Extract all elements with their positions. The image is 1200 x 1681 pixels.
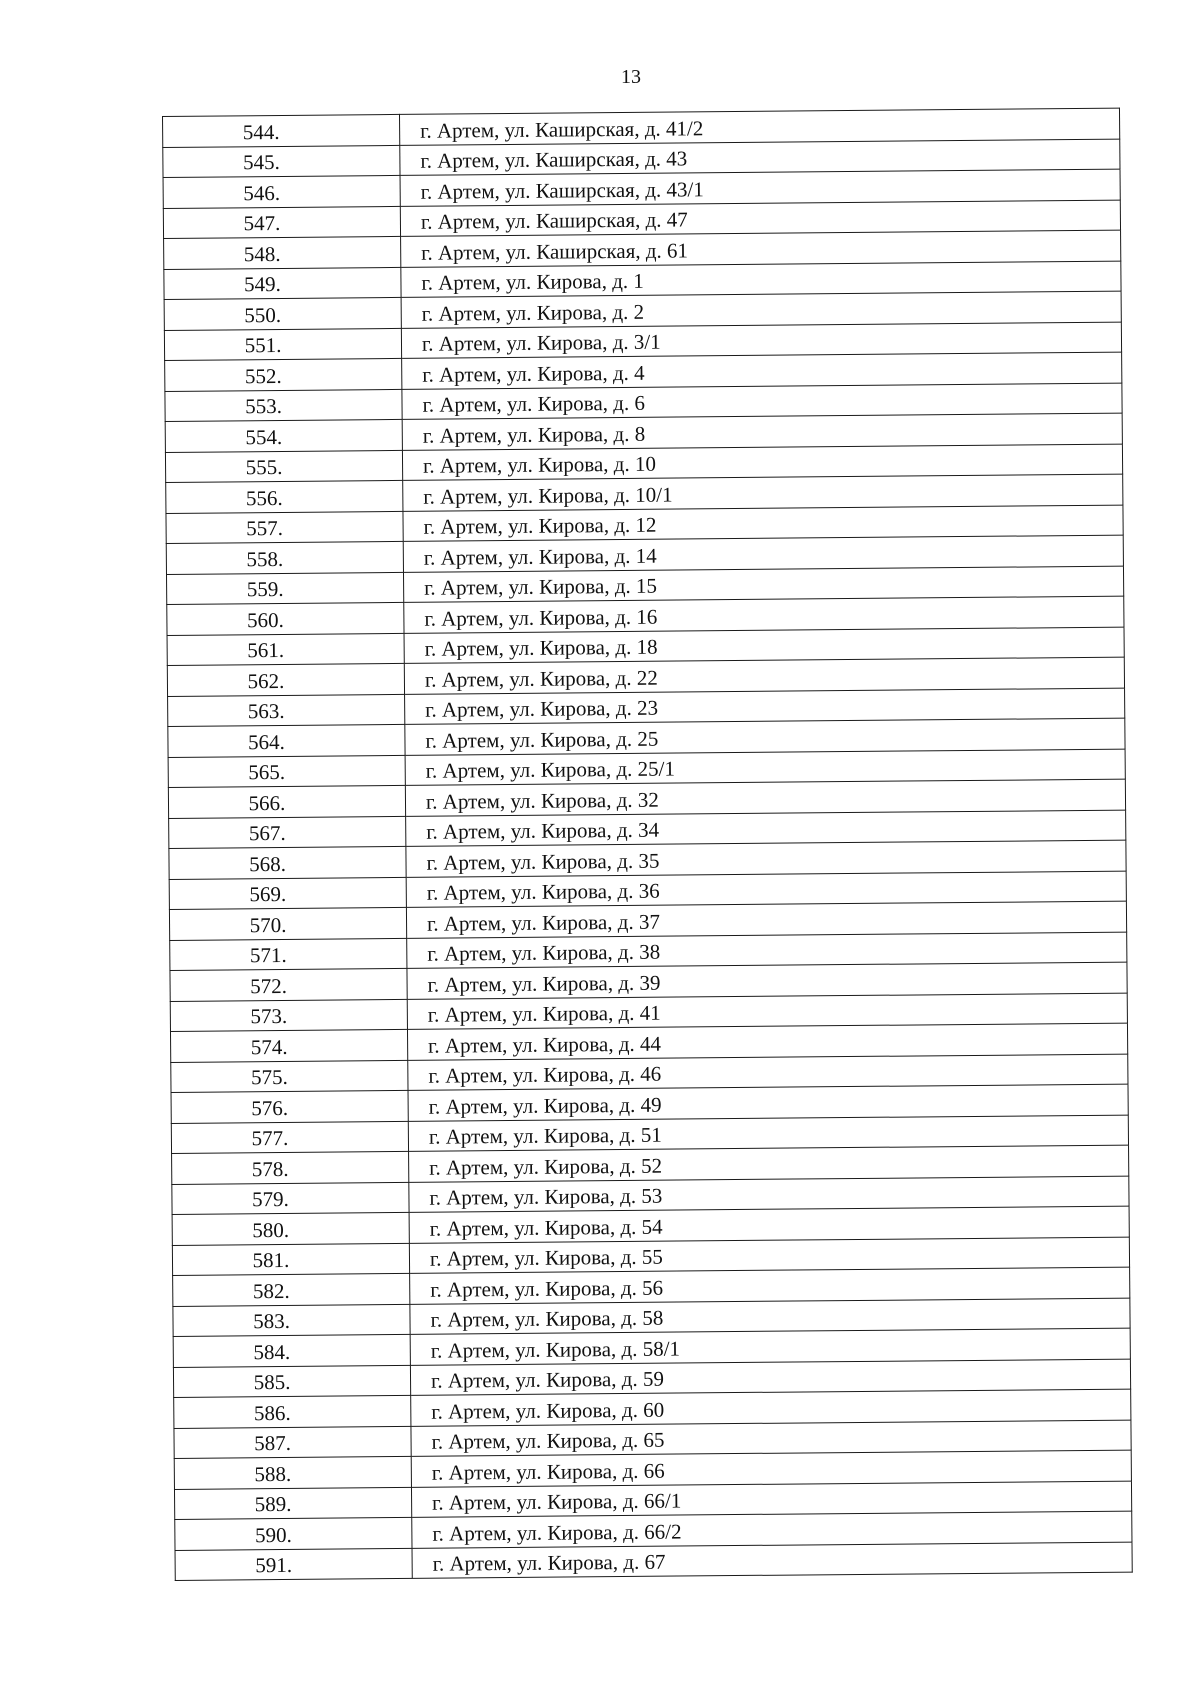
row-number-cell: 589. <box>174 1487 411 1520</box>
address-cell: г. Артем, ул. Кирова, д. 2 <box>401 291 1121 328</box>
row-number-cell: 567. <box>169 816 406 849</box>
address-cell: г. Артем, ул. Кирова, д. 66 <box>411 1450 1131 1487</box>
row-number-cell: 556. <box>166 480 403 513</box>
row-number-cell: 581. <box>172 1243 409 1276</box>
row-number-cell: 569. <box>169 877 406 910</box>
address-cell: г. Артем, ул. Кирова, д. 44 <box>407 1023 1127 1060</box>
row-number-cell: 570. <box>169 907 406 940</box>
address-cell: г. Артем, ул. Кирова, д. 37 <box>406 901 1126 938</box>
row-number-cell: 559. <box>166 572 403 605</box>
row-number-cell: 546. <box>163 175 400 208</box>
address-cell: г. Артем, ул. Кирова, д. 4 <box>402 352 1122 389</box>
address-cell: г. Артем, ул. Кирова, д. 41 <box>407 993 1127 1030</box>
address-cell: г. Артем, ул. Кирова, д. 59 <box>410 1359 1130 1396</box>
address-cell: г. Артем, ул. Кирова, д. 53 <box>409 1176 1129 1213</box>
address-cell: г. Артем, ул. Кирова, д. 67 <box>412 1542 1132 1579</box>
row-number-cell: 552. <box>165 358 402 391</box>
address-cell: г. Артем, ул. Кирова, д. 66/2 <box>412 1511 1132 1548</box>
address-table-body <box>163 108 1133 1580</box>
row-number-cell: 561. <box>167 633 404 666</box>
row-number-cell: 573. <box>170 999 407 1032</box>
address-cell: г. Артем, ул. Кирова, д. 12 <box>403 505 1123 542</box>
row-number-cell: 563. <box>168 694 405 727</box>
address-cell: г. Артем, ул. Кирова, д. 1 <box>401 261 1121 298</box>
row-number-cell: 558. <box>166 541 403 574</box>
row-number-cell: 585. <box>173 1365 410 1398</box>
address-cell: г. Артем, ул. Кирова, д. 58 <box>410 1298 1130 1335</box>
row-number-cell: 587. <box>174 1426 411 1459</box>
row-number-cell: 583. <box>173 1304 410 1337</box>
address-cell: г. Артем, ул. Кирова, д. 25 <box>405 718 1125 755</box>
row-number-cell: 545. <box>163 145 400 178</box>
row-number-cell: 547. <box>163 206 400 239</box>
row-number-cell: 590. <box>175 1517 412 1550</box>
row-number-cell: 574. <box>170 1029 407 1062</box>
address-cell: г. Артем, ул. Кирова, д. 10 <box>402 444 1122 481</box>
row-number-cell: 575. <box>171 1060 408 1093</box>
row-number-cell: 551. <box>164 328 401 361</box>
address-cell: г. Артем, ул. Кирова, д. 34 <box>406 810 1126 847</box>
row-number-cell: 571. <box>170 938 407 971</box>
address-cell: г. Артем, ул. Кирова, д. 39 <box>407 962 1127 999</box>
address-cell: г. Артем, ул. Кирова, д. 66/1 <box>411 1481 1131 1518</box>
address-cell: г. Артем, ул. Кирова, д. 54 <box>409 1206 1129 1243</box>
row-number-cell: 580. <box>172 1212 409 1245</box>
row-number-cell: 582. <box>173 1273 410 1306</box>
address-cell: г. Артем, ул. Каширская, д. 43/1 <box>400 169 1120 206</box>
row-number-cell: 549. <box>164 267 401 300</box>
address-cell: г. Артем, ул. Кирова, д. 51 <box>408 1115 1128 1152</box>
row-number-cell: 579. <box>172 1182 409 1215</box>
row-number-cell: 568. <box>169 846 406 879</box>
address-cell: г. Артем, ул. Кирова, д. 14 <box>403 535 1123 572</box>
row-number-cell: 565. <box>168 755 405 788</box>
address-cell: г. Артем, ул. Кирова, д. 6 <box>402 383 1122 420</box>
row-number-cell: 578. <box>172 1151 409 1184</box>
address-cell: г. Артем, ул. Кирова, д. 52 <box>409 1145 1129 1182</box>
address-cell: г. Артем, ул. Кирова, д. 32 <box>405 779 1125 816</box>
row-number-cell: 550. <box>164 297 401 330</box>
row-number-cell: 560. <box>167 602 404 635</box>
address-cell: г. Артем, ул. Кирова, д. 58/1 <box>410 1328 1130 1365</box>
address-cell: г. Артем, ул. Кирова, д. 22 <box>404 657 1124 694</box>
row-number-cell: 557. <box>166 511 403 544</box>
page-number: 13 <box>621 66 641 88</box>
row-number-cell: 591. <box>175 1548 412 1581</box>
address-table <box>162 108 1133 1581</box>
address-cell: г. Артем, ул. Кирова, д. 49 <box>408 1084 1128 1121</box>
address-cell: г. Артем, ул. Кирова, д. 23 <box>405 688 1125 725</box>
row-number-cell: 577. <box>171 1121 408 1154</box>
address-cell: г. Артем, ул. Кирова, д. 36 <box>406 871 1126 908</box>
row-number-cell: 586. <box>174 1395 411 1428</box>
row-number-cell: 564. <box>168 724 405 757</box>
address-cell: г. Артем, ул. Кирова, д. 15 <box>403 566 1123 603</box>
address-cell: г. Артем, ул. Каширская, д. 43 <box>400 139 1120 176</box>
row-number-cell: 544. <box>163 114 400 147</box>
address-cell: г. Артем, ул. Кирова, д. 55 <box>409 1237 1129 1274</box>
row-number-cell: 572. <box>170 968 407 1001</box>
address-cell: г. Артем, ул. Кирова, д. 3/1 <box>401 322 1121 359</box>
row-number-cell: 566. <box>168 785 405 818</box>
row-number-cell: 584. <box>173 1334 410 1367</box>
row-number-cell: 553. <box>165 389 402 422</box>
address-cell: г. Артем, ул. Кирова, д. 46 <box>408 1054 1128 1091</box>
row-number-cell: 555. <box>165 450 402 483</box>
address-cell: г. Артем, ул. Кирова, д. 60 <box>411 1389 1131 1426</box>
address-cell: г. Артем, ул. Кирова, д. 16 <box>404 596 1124 633</box>
row-number-cell: 588. <box>174 1456 411 1489</box>
row-number-cell: 576. <box>171 1090 408 1123</box>
row-number-cell: 562. <box>167 663 404 696</box>
address-cell: г. Артем, ул. Кирова, д. 18 <box>404 627 1124 664</box>
address-cell: г. Артем, ул. Кирова, д. 8 <box>402 413 1122 450</box>
address-cell: г. Артем, ул. Каширская, д. 47 <box>400 200 1120 237</box>
address-cell: г. Артем, ул. Каширская, д. 61 <box>401 230 1121 267</box>
address-cell: г. Артем, ул. Кирова, д. 35 <box>406 840 1126 877</box>
address-cell: г. Артем, ул. Каширская, д. 41/2 <box>399 108 1119 145</box>
row-number-cell: 554. <box>165 419 402 452</box>
address-cell: г. Артем, ул. Кирова, д. 65 <box>411 1420 1131 1457</box>
address-cell: г. Артем, ул. Кирова, д. 25/1 <box>405 749 1125 786</box>
address-cell: г. Артем, ул. Кирова, д. 10/1 <box>403 474 1123 511</box>
address-cell: г. Артем, ул. Кирова, д. 38 <box>407 932 1127 969</box>
address-cell: г. Артем, ул. Кирова, д. 56 <box>410 1267 1130 1304</box>
row-number-cell: 548. <box>164 236 401 269</box>
